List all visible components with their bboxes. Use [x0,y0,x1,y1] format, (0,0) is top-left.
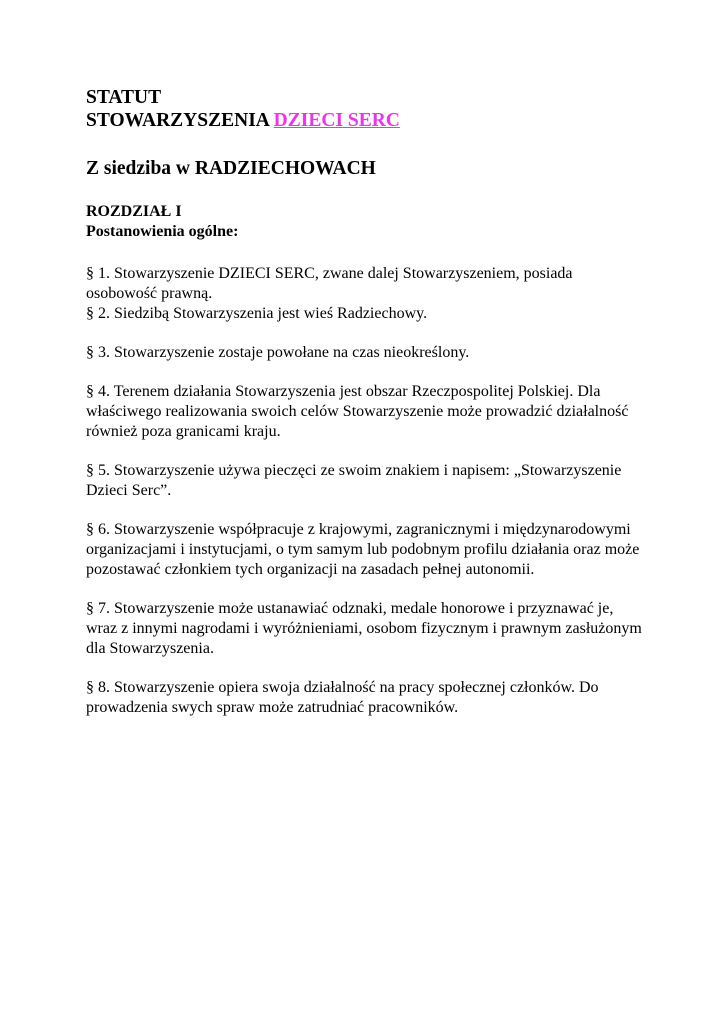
chapter-heading [86,202,646,242]
paragraph-2: § 2. Siedzibą Stowarzyszenia jest wieś Radziechowy. [86,305,428,322]
title-association-prefix: STOWARZYSZENIA [86,110,274,131]
paragraph-5: § 5. Stowarzyszenie używa pieczęci ze swoim znakiem i napisem: „Stowarzyszenie Dzieci Serc”. [86,462,622,499]
paragraph-8: § 8. Stowarzyszenie opiera swoja działalność na pracy społecznej członków. Do prowadzenia swych spraw może zatrudniać pracowników. [86,679,599,716]
title-line-association [86,109,646,132]
seat-heading: Z siedziba w RADZIECHOWACH [86,158,376,179]
paragraph-6: § 6. Stowarzyszenie współpracuje z krajowymi, zagranicznymi i międzynarodowymi organizacjami i instytucjami, o tym samym lub podobnym profilu działania oraz może pozostawać członkiem tych organizacji na zasadach pełnej autonomii. [86,521,640,578]
chapter-name: Postanowienia ogólne: [86,223,239,240]
document-content [86,86,646,718]
chapter-number: ROZDZIAŁ I [86,203,182,220]
paragraph-1: § 1. Stowarzyszenie DZIECI SERC, zwane dalej Stowarzyszeniem, posiada osobowość prawną. [86,265,573,302]
statute-title [86,86,646,132]
title-line-statut: STATUT [86,87,162,108]
association-name-link[interactable]: DZIECI SERC [273,110,400,131]
paragraph-4: § 4. Terenem działania Stowarzyszenia jest obszar Rzeczpospolitej Polskiej. Dla właściwego realizowania swoich celów Stowarzyszenie może prowadzić działalność również poza granicami kraju. [86,383,629,440]
paragraph-7: § 7. Stowarzyszenie może ustanawiać odznaki, medale honorowe i przyznawać je, wraz z innymi nagrodami i wyróżnieniami, osobom fizycznym i prawnym zasłużonym dla Stowarzyszenia. [86,600,642,657]
paragraph-3: § 3. Stowarzyszenie zostaje powołane na czas nieokreślony. [86,344,470,361]
